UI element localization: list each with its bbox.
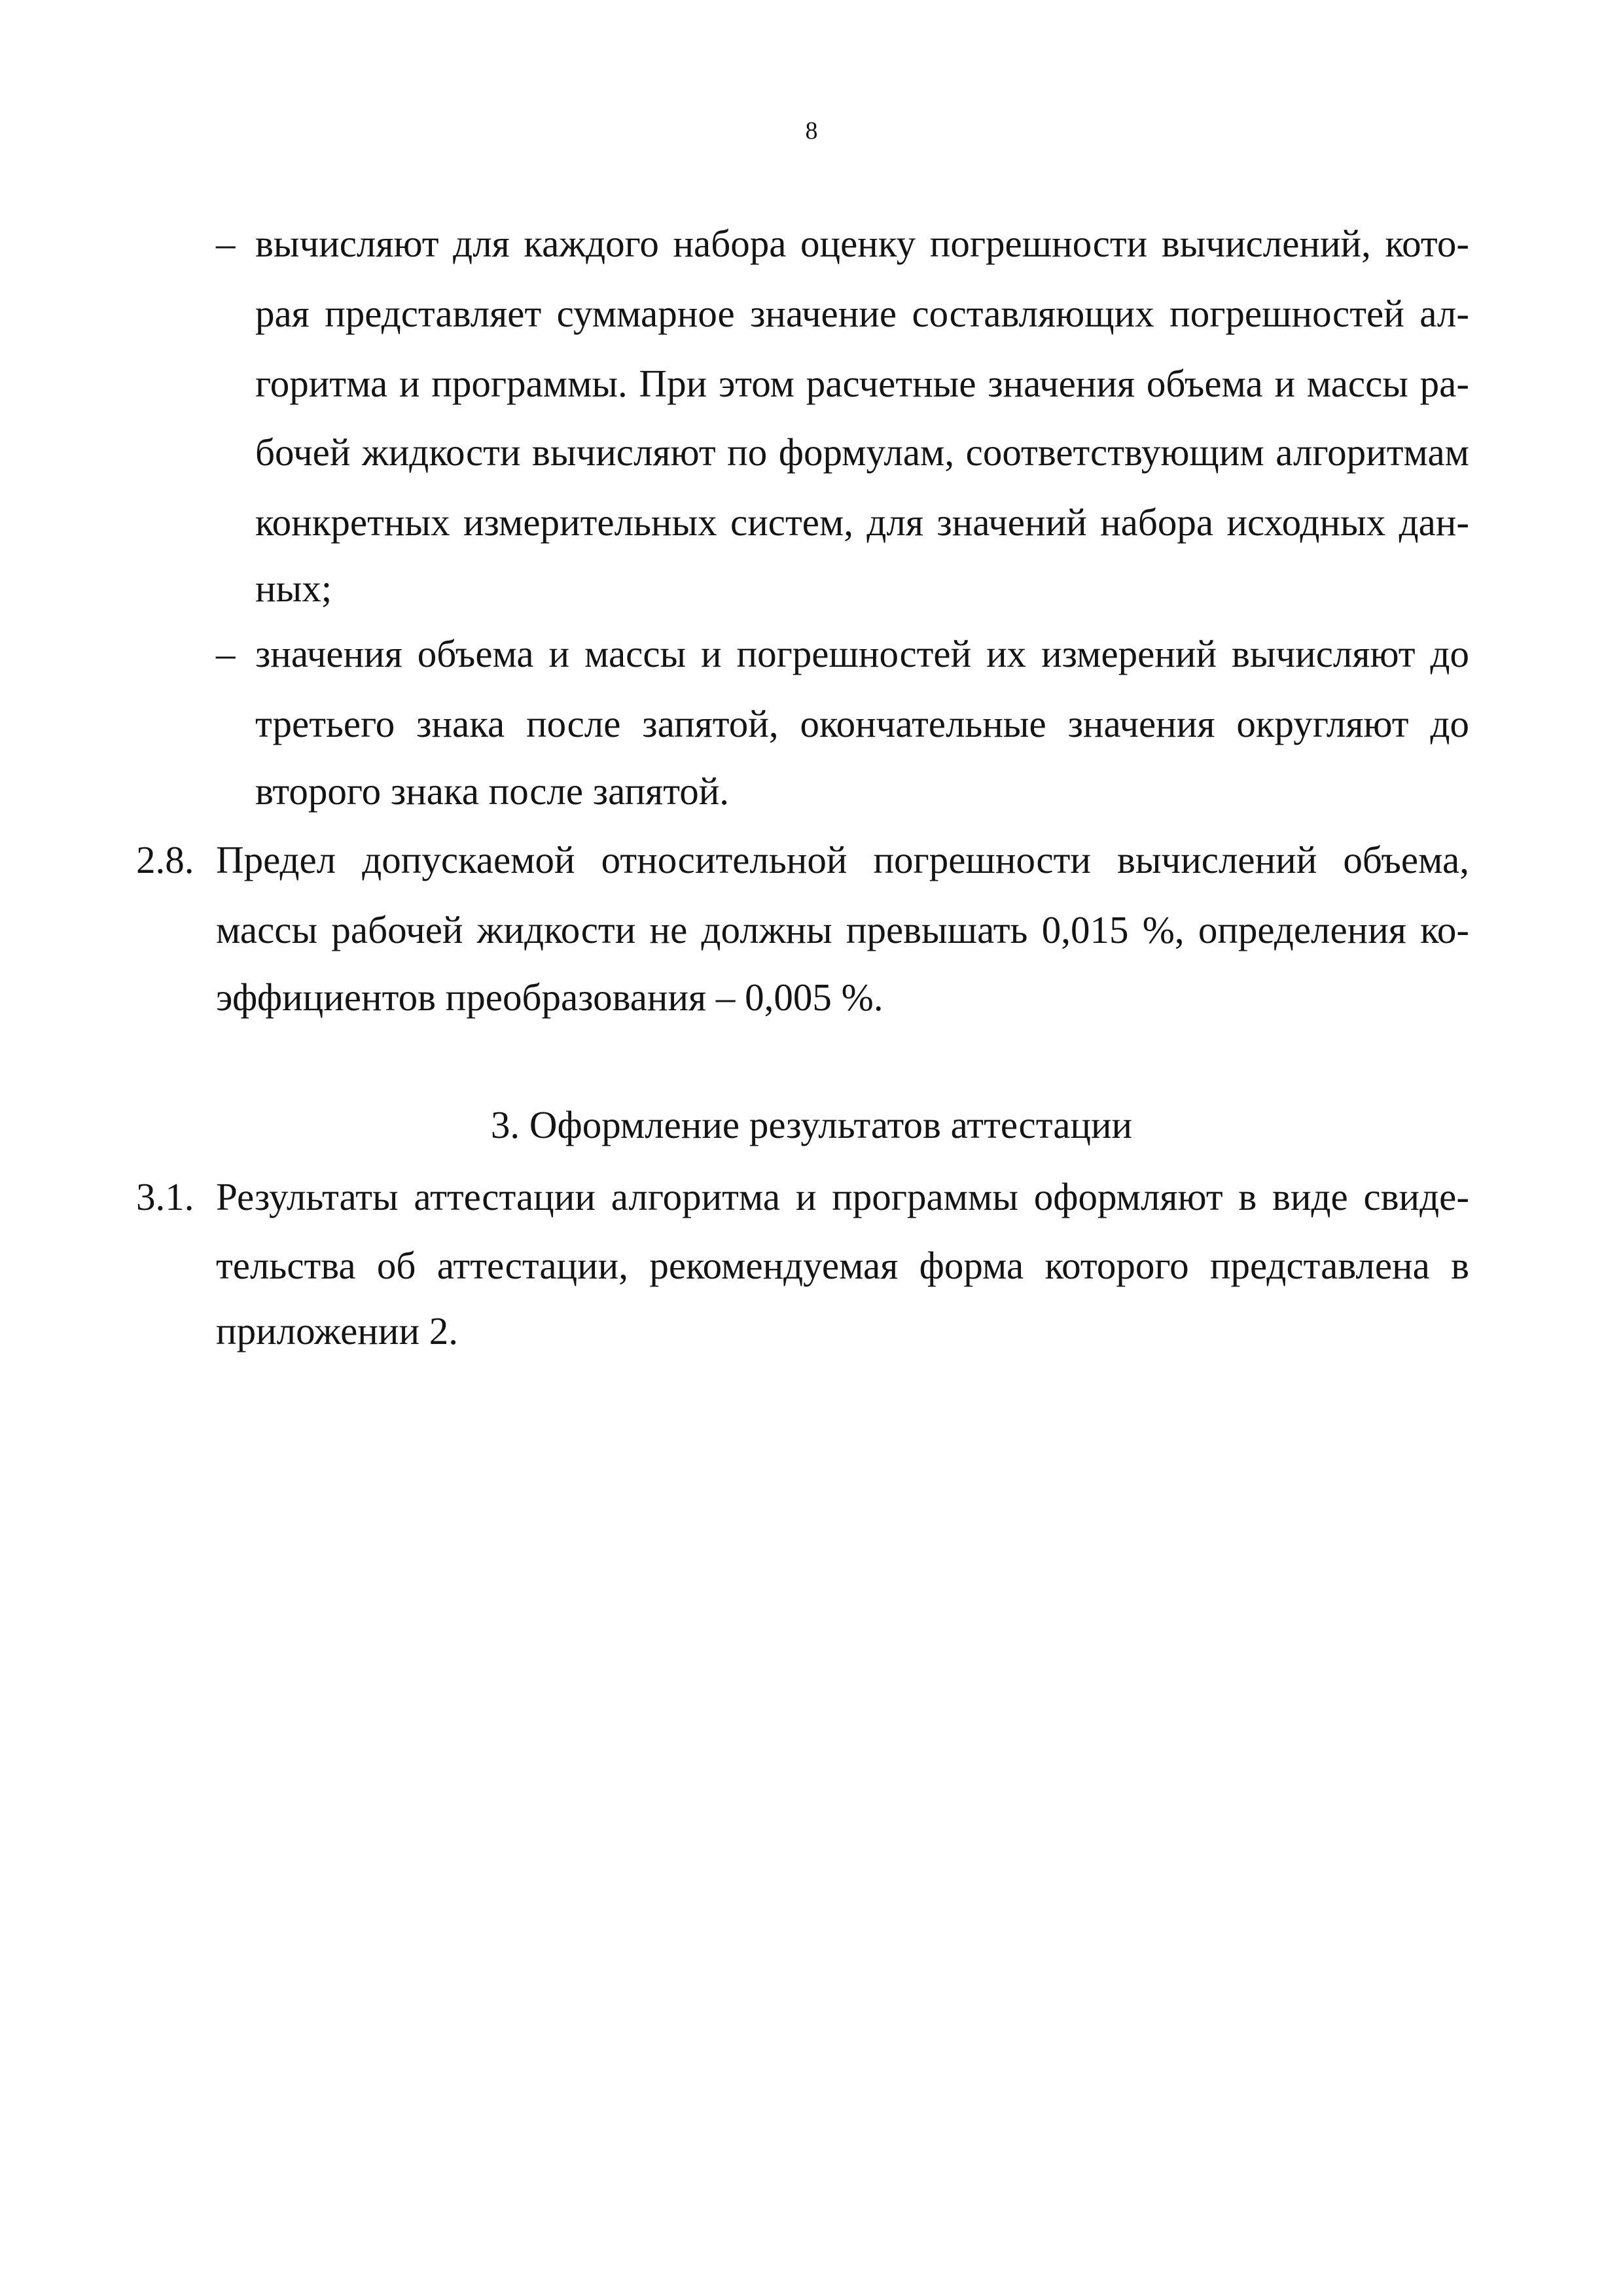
text-line: значения объема и массы и погрешностей их измерений вычисляют до <box>255 632 1469 675</box>
text-line: Предел допускаемой относительной погрешности вычислений объема, <box>216 838 1469 881</box>
text-line: рая представляет суммарное значение составляющих погрешностей ал- <box>255 292 1469 335</box>
text-line: приложении 2. <box>216 1309 459 1352</box>
item-number: 2.8. <box>136 838 194 881</box>
page-number: 8 <box>805 117 818 145</box>
text-line: тельства об аттестации, рекомендуемая форма которого представлена в <box>216 1244 1469 1287</box>
text-line: вычисляют для каждого набора оценку погрешности вычислений, кото- <box>255 222 1469 265</box>
text-line: третьего знака после запятой, окончательные значения округляют до <box>255 702 1469 745</box>
item-number: 3.1. <box>136 1175 194 1218</box>
text-line: второго знака после запятой. <box>255 769 730 813</box>
section-heading: 3. Оформление результатов аттестации <box>490 1103 1133 1146</box>
bullet-dash: – <box>216 632 236 675</box>
text-line: эффициентов преобразования – 0,005 %. <box>216 976 883 1019</box>
bullet-dash: – <box>216 222 236 265</box>
text-line: конкретных измерительных систем, для значений набора исходных дан- <box>255 501 1469 544</box>
text-line: бочей жидкости вычисляют по формулам, соответствующим алгоритмам <box>255 431 1469 474</box>
text-line: горитма и программы. При этом расчетные значения объема и массы ра- <box>255 362 1469 405</box>
text-line: Результаты аттестации алгоритма и программы оформляют в виде свиде- <box>216 1175 1469 1218</box>
text-line: массы рабочей жидкости не должны превышать 0,015 %, определения ко- <box>216 908 1469 951</box>
text-line: ных; <box>255 567 332 610</box>
